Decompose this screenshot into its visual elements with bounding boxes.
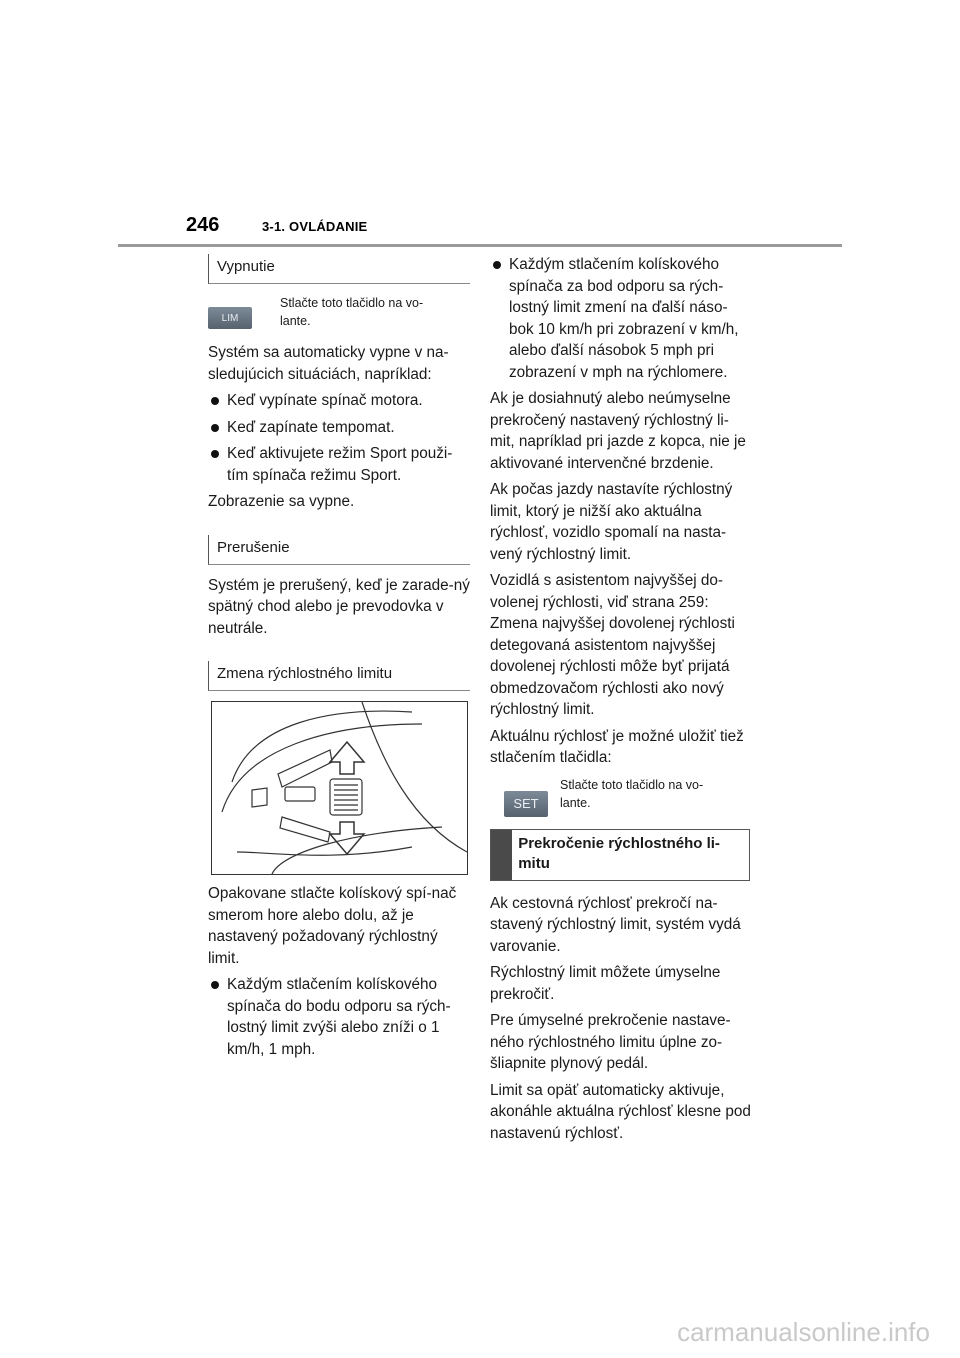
set-key-text: Stlačte toto tlačidlo na vo-lante. xyxy=(560,777,704,810)
lim-key-row xyxy=(208,294,470,330)
section-title: 3-1. OVLÁDANIE xyxy=(262,219,368,234)
bullet-dot-icon xyxy=(493,261,501,269)
rocker-text: Opakovane stlačte kolískový spí-nač smerom hore alebo dolu, až je nastavený požadovaný rýchlostný limit. xyxy=(208,885,457,967)
left-column xyxy=(208,254,470,1065)
para-reached: Ak je dosiahnutý alebo neúmyselne prekročený nastavený rýchlostný li-mit, napríklad pri jazde z kopca, nie je aktivované intervenčné brzdenie. xyxy=(490,390,746,472)
prerusenie-text: Systém je prerušený, keď je zarade-ný spätný chod alebo je prevodovka v neutrále. xyxy=(208,576,470,637)
para-intent: Rýchlostný limit môžete úmyselne prekročiť. xyxy=(490,964,721,1003)
rocker-switch-icon xyxy=(212,702,467,874)
para-exceed: Ak cestovná rýchlosť prekročí na-stavený rýchlostný limit, systém vydá varovanie. xyxy=(490,894,741,955)
heading-vypnutie: Vypnutie xyxy=(208,254,470,284)
steering-wheel-rocker-illustration xyxy=(211,701,468,875)
watermark: carmanualsonline.info xyxy=(677,1317,930,1347)
bullet-off-1: Keď vypínate spínač motora. xyxy=(208,390,470,412)
bullet-rocker-1: Každým stlačením kolískového spínača do bodu odporu sa rých-lostný limit zvýši alebo zníži o 1 km/h, 1 mph. xyxy=(208,974,470,1060)
bullet-rocker-2: Každým stlačením kolískového spínača za bod odporu sa rých-lostný limit zmení na ďalší náso-bok 10 km/h pri zobrazení v km/h, alebo ďalší násobok 5 mph pri zobrazení v mph na rýchlomere. xyxy=(490,254,752,383)
bullet-dot-icon xyxy=(211,450,219,458)
set-key-row xyxy=(490,774,752,817)
warning-heading: Prekročenie rýchlostného li-mitu xyxy=(518,834,720,872)
warning-bar xyxy=(491,830,512,880)
bullet-dot-icon xyxy=(211,397,219,405)
page-number: 246 xyxy=(186,214,220,236)
para-pedal: Pre úmyselné prekročenie nastave-ného rýchlostného limitu úplne zo-šliapnite plynový pedál. xyxy=(490,1012,731,1072)
para-store: Aktuálnu rýchlosť je možné uložiť tiež stlačením tlačidla: xyxy=(490,727,744,766)
set-key-icon: SET xyxy=(504,791,548,817)
heading-zmena-limitu: Zmena rýchlostného limitu xyxy=(208,661,470,691)
bullet-dot-icon xyxy=(211,981,219,989)
para-assist: Vozidlá s asistentom najvyššej do-volenej rýchlosti, viď strana 259: Zmena najvyššej dovolenej rýchlosti detegovaná asistentom najvyššej dovolenej rýchlosti môže byť prijatá obmedzovačom rýchlosti ako nový rýchlostný limit. xyxy=(490,572,735,718)
display-off-text: Zobrazenie sa vypne. xyxy=(208,493,355,510)
lim-key-text: Stlačte toto tlačidlo na vo-lante. xyxy=(280,296,424,328)
bullet-off-3: Keď aktivujete režim Sport použi-tím spínača režimu Sport. xyxy=(208,443,470,486)
right-column xyxy=(490,254,752,1149)
lim-key-icon: LIM xyxy=(208,307,252,329)
bullet-dot-icon xyxy=(211,424,219,432)
para-reactivate: Limit sa opäť automaticky aktivuje, akonáhle aktuálna rýchlosť klesne pod nastavenú rýchlosť. xyxy=(490,1081,751,1142)
header-rule xyxy=(118,244,842,247)
warning-box xyxy=(490,829,750,881)
para-lower: Ak počas jazdy nastavíte rýchlostný limit, ktorý je nižší ako aktuálna rýchlosť, vozidlo spomalí na nasta-vený rýchlostný limit. xyxy=(490,481,733,563)
auto-off-text: Systém sa automaticky vypne v na-sledujúcich situáciách, napríklad: xyxy=(208,344,449,383)
bullet-off-2: Keď zapínate tempomat. xyxy=(208,417,470,439)
heading-prerusenie: Prerušenie xyxy=(208,535,470,565)
